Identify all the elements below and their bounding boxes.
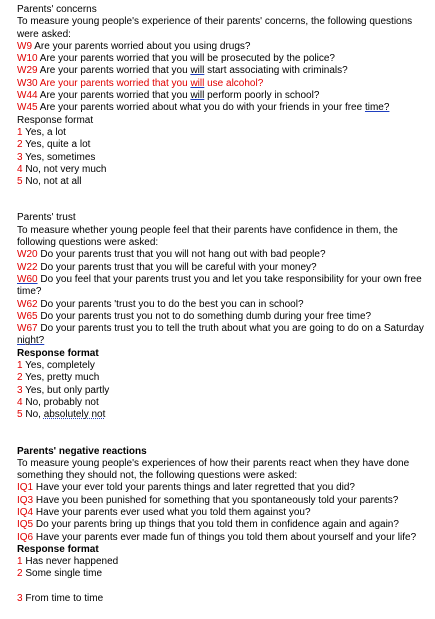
question-text: Have your ever told your parents things and later regretted that you did? [35, 482, 355, 494]
question-w9 [17, 41, 425, 53]
section-title: Parents' negative reactions [17, 445, 147, 457]
option-text: No, [25, 409, 44, 421]
option-number: 3 [17, 384, 23, 396]
question-iq3 [17, 495, 425, 507]
option-number: 3 [17, 151, 23, 163]
question-text: Are your parents worried that you [39, 65, 191, 77]
question-code: IQ3 [17, 494, 34, 506]
question-code: IQ1 [17, 482, 34, 494]
question-code: IQ5 [17, 519, 34, 531]
question-w10 [17, 53, 425, 65]
question-iq1 [17, 482, 425, 494]
spacer [17, 200, 425, 212]
question-text: Are your parents worried about you using drugs? [34, 40, 251, 52]
option-text-underlined: absolutely not [43, 409, 106, 421]
question-code: W22 [17, 261, 38, 273]
question-code: W20 [17, 249, 38, 261]
question-text: Do your parents trust you not to do something dumb during your free time? [40, 310, 372, 322]
question-code: W30 [17, 77, 38, 89]
section-parents-negative-reactions [17, 446, 425, 606]
section-parents-concerns [17, 4, 425, 188]
question-code: W29 [17, 65, 38, 77]
question-code: W10 [17, 53, 38, 65]
response-option [17, 593, 425, 605]
option-number: 2 [17, 372, 23, 384]
option-text: Has never happened [25, 556, 119, 568]
option-number: 5 [17, 176, 23, 188]
question-w20 [17, 249, 425, 261]
question-text: Do your parents bring up things that you told them in confidence again and again? [35, 519, 399, 531]
question-w60 [17, 274, 425, 299]
section-intro: To measure whether young people feel that their parents have confidence in them, the following questions were asked: [17, 224, 398, 249]
question-iq5 [17, 519, 425, 531]
option-text: Yes, pretty much [25, 372, 100, 384]
question-text: perform poorly in school? [204, 90, 320, 102]
response-format-label: Response format [17, 114, 94, 126]
question-code: W62 [17, 298, 38, 310]
option-number: 1 [17, 556, 23, 568]
question-text: Have you been punished for something that you spontaneously told your parents? [35, 494, 399, 506]
question-w65 [17, 311, 425, 323]
option-text: Yes, but only partly [25, 384, 110, 396]
question-w44 [17, 90, 425, 102]
option-number: 2 [17, 568, 23, 580]
response-option [17, 176, 425, 188]
section-parents-trust [17, 212, 425, 421]
question-text: start associating with criminals? [204, 65, 348, 77]
option-number: 4 [17, 163, 23, 175]
question-iq6 [17, 532, 425, 544]
response-option [17, 372, 425, 384]
question-w67 [17, 323, 425, 348]
option-number: 1 [17, 126, 23, 138]
response-option [17, 385, 425, 397]
response-format-label: Response format [17, 347, 99, 359]
question-text: Do you feel that your parents trust you and let you take responsibility for your own free time? [17, 273, 422, 298]
question-text: Do your parents trust that you will be careful with your money? [40, 261, 317, 273]
option-text: No, not at all [25, 176, 82, 188]
option-number: 3 [17, 592, 23, 604]
question-code: W45 [17, 102, 38, 114]
option-text: Yes, quite a lot [25, 139, 91, 151]
question-text-underlined: will [190, 90, 205, 102]
question-text-underlined: time? [364, 102, 390, 114]
question-w45 [17, 102, 425, 114]
question-text: Do your parents 'trust you to do the best you can in school? [40, 298, 304, 310]
response-option [17, 164, 425, 176]
question-code: W60 [17, 273, 38, 285]
question-text-underlined: night? [17, 335, 45, 347]
question-code: W67 [17, 323, 38, 335]
section-intro: To measure young people's experience of their parents' concerns, the following questions were asked: [17, 16, 413, 40]
question-text-underlined: will [190, 65, 205, 77]
option-text: Yes, completely [25, 360, 95, 372]
question-w29 [17, 65, 425, 77]
question-text: Do your parents trust you to tell the truth about what you are going to do on a Saturday [40, 323, 424, 335]
question-text: Are your parents worried that you [39, 77, 191, 89]
response-option [17, 127, 425, 139]
option-text: No, probably not [25, 396, 99, 408]
response-option [17, 360, 425, 372]
response-option [17, 152, 425, 164]
question-code: IQ6 [17, 531, 34, 543]
option-text: From time to time [25, 592, 104, 604]
option-text: Some single time [25, 568, 103, 580]
option-text: Yes, sometimes [25, 151, 96, 163]
option-number: 4 [17, 396, 23, 408]
question-text: Are your parents worried that you will be prosecuted by the police? [39, 53, 335, 65]
question-text: Are your parents worried about what you do with your friends in your free [39, 102, 365, 114]
spacer [17, 581, 425, 593]
question-w30 [17, 78, 425, 90]
response-option [17, 556, 425, 568]
section-intro: To measure young people's experiences of how their parents react when they have done something they should not, the following questions were asked: [17, 457, 410, 482]
question-text: Have your parents ever used what you told them against you? [35, 506, 311, 518]
question-text: use alcohol? [204, 77, 264, 89]
response-option [17, 139, 425, 151]
question-text-underlined: will [190, 77, 205, 89]
option-text: Yes, a lot [25, 126, 66, 138]
response-option [17, 397, 425, 409]
question-code: IQ4 [17, 506, 34, 518]
question-iq4 [17, 507, 425, 519]
option-text: No, not very much [25, 163, 107, 175]
question-w62 [17, 299, 425, 311]
option-number: 5 [17, 409, 23, 421]
section-title: Parents' concerns [17, 4, 97, 15]
response-format-label: Response format [17, 543, 99, 555]
question-code: W9 [17, 40, 32, 52]
response-option [17, 568, 425, 580]
option-number: 2 [17, 139, 23, 151]
question-code: W65 [17, 310, 38, 322]
question-w22 [17, 262, 425, 274]
section-title: Parents' trust [17, 212, 76, 224]
question-text: Do your parents trust that you will not hang out with bad people? [40, 249, 326, 261]
response-option [17, 409, 425, 421]
spacer [17, 434, 425, 446]
option-number: 1 [17, 360, 23, 372]
question-text: Have your parents ever made fun of things you told them about yourself and your life? [35, 531, 417, 543]
question-code: W44 [17, 90, 38, 102]
question-text: Are your parents worried that you [39, 90, 191, 102]
